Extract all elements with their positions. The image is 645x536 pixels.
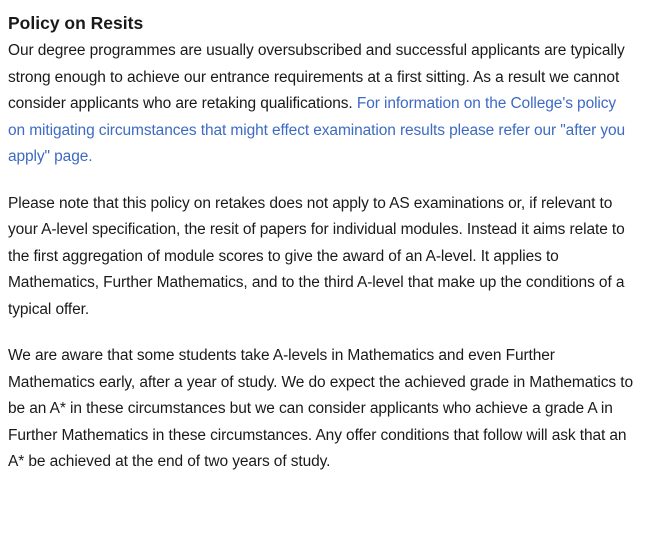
paragraph-early-alevels: We are aware that some students take A-levels in Mathematics and even Further Mathematics early, after a year of study. We do expect the achieved grade in Mathematics to be an A* in these circumstances but we can consider applicants who achieve a grade A in Further Mathematics in these circumstances. Any offer conditions that follow will ask that an A* be achieved at the end of two years of study. [8, 347, 633, 470]
paragraph-text: Our degree programmes are usually oversubscribed and successful applicants are typically strong enough to achieve our entrance requirements at a first sitting. As a result we cannot consider applicants who are retaking qualifications. [8, 42, 625, 112]
paragraph-resit-policy [8, 38, 637, 171]
paragraph-retakes-scope: Please note that this policy on retakes does not apply to AS examinations or, if relevant to your A-level specification, the resit of papers for individual modules. Instead it aims relate to the first aggregation of module scores to give the award of an A-level. It applies to Mathematics, Further Mathematics, and to the third A-level that make up the conditions of a typical offer. [8, 194, 625, 318]
section-title: Policy on Resits [8, 13, 144, 33]
mitigating-circumstances-link[interactable]: For information on the College's policy on mitigating circumstances that might effect examination results please refer our "after you apply" page. [8, 95, 626, 165]
